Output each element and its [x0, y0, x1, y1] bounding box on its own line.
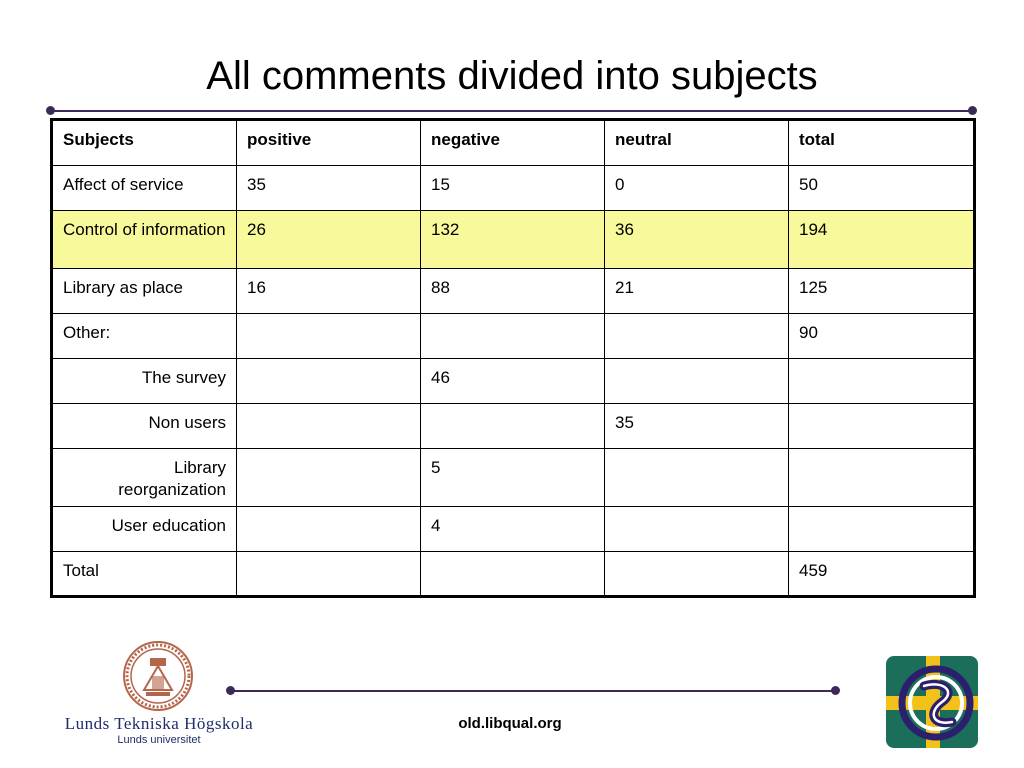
cell-neutral: 35 — [605, 404, 789, 449]
libqual-logo-icon — [886, 656, 978, 748]
cell-neutral: 36 — [605, 211, 789, 269]
cell-neutral — [605, 359, 789, 404]
lth-subtitle: Lunds universitet — [117, 734, 201, 746]
cell-neutral — [605, 552, 789, 597]
cell-subject: User education — [52, 507, 237, 552]
cell-negative: 15 — [421, 166, 605, 211]
cell-total: 459 — [789, 552, 975, 597]
cell-negative: 4 — [421, 507, 605, 552]
cell-total — [789, 359, 975, 404]
cell-neutral — [605, 314, 789, 359]
cell-positive — [237, 359, 421, 404]
table-row — [52, 166, 975, 211]
header-positive: positive — [237, 120, 421, 166]
cell-positive — [237, 449, 421, 507]
cell-negative: 132 — [421, 211, 605, 269]
title-rule — [52, 110, 972, 112]
header-neutral: neutral — [605, 120, 789, 166]
cell-negative — [421, 314, 605, 359]
cell-subject: Library as place — [52, 269, 237, 314]
cell-total — [789, 404, 975, 449]
table-row — [52, 404, 975, 449]
lth-logo — [44, 640, 280, 750]
cell-subject: Other: — [52, 314, 237, 359]
cell-neutral — [605, 507, 789, 552]
cell-subject: Library reorganization — [52, 449, 237, 507]
cell-subject: Affect of service — [52, 166, 237, 211]
footer-rule-dot-right — [831, 686, 840, 695]
table-row — [52, 507, 975, 552]
cell-subject: The survey — [52, 359, 237, 404]
cell-negative: 88 — [421, 269, 605, 314]
university-seal-icon — [122, 640, 194, 712]
header-negative: negative — [421, 120, 605, 166]
table-row — [52, 359, 975, 404]
cell-total: 50 — [789, 166, 975, 211]
table-row — [52, 269, 975, 314]
cell-neutral: 21 — [605, 269, 789, 314]
table-row — [52, 449, 975, 507]
cell-negative — [421, 552, 605, 597]
table-row-highlighted — [52, 211, 975, 269]
cell-subject: Non users — [52, 404, 237, 449]
footer-url: old.libqual.org — [458, 715, 562, 732]
cell-total: 90 — [789, 314, 975, 359]
comments-table — [50, 118, 976, 598]
slide-title: All comments divided into subjects — [206, 54, 818, 98]
header-total: total — [789, 120, 975, 166]
cell-positive — [237, 552, 421, 597]
cell-positive: 26 — [237, 211, 421, 269]
cell-subject: Total — [52, 552, 237, 597]
cell-neutral — [605, 449, 789, 507]
lth-name: Lunds Tekniska Högskola — [64, 714, 254, 733]
header-row — [52, 120, 975, 166]
footer-rule — [232, 690, 834, 692]
table-row-total — [52, 552, 975, 597]
cell-positive: 16 — [237, 269, 421, 314]
cell-negative: 5 — [421, 449, 605, 507]
cell-total — [789, 507, 975, 552]
cell-total: 125 — [789, 269, 975, 314]
cell-negative — [421, 404, 605, 449]
cell-positive — [237, 314, 421, 359]
cell-total — [789, 449, 975, 507]
table-row — [52, 314, 975, 359]
cell-neutral: 0 — [605, 166, 789, 211]
cell-total: 194 — [789, 211, 975, 269]
header-subjects: Subjects — [52, 120, 237, 166]
rule-dot-right — [968, 106, 977, 115]
cell-positive — [237, 507, 421, 552]
cell-negative: 46 — [421, 359, 605, 404]
cell-subject: Control of information — [52, 211, 237, 269]
cell-positive: 35 — [237, 166, 421, 211]
cell-positive — [237, 404, 421, 449]
